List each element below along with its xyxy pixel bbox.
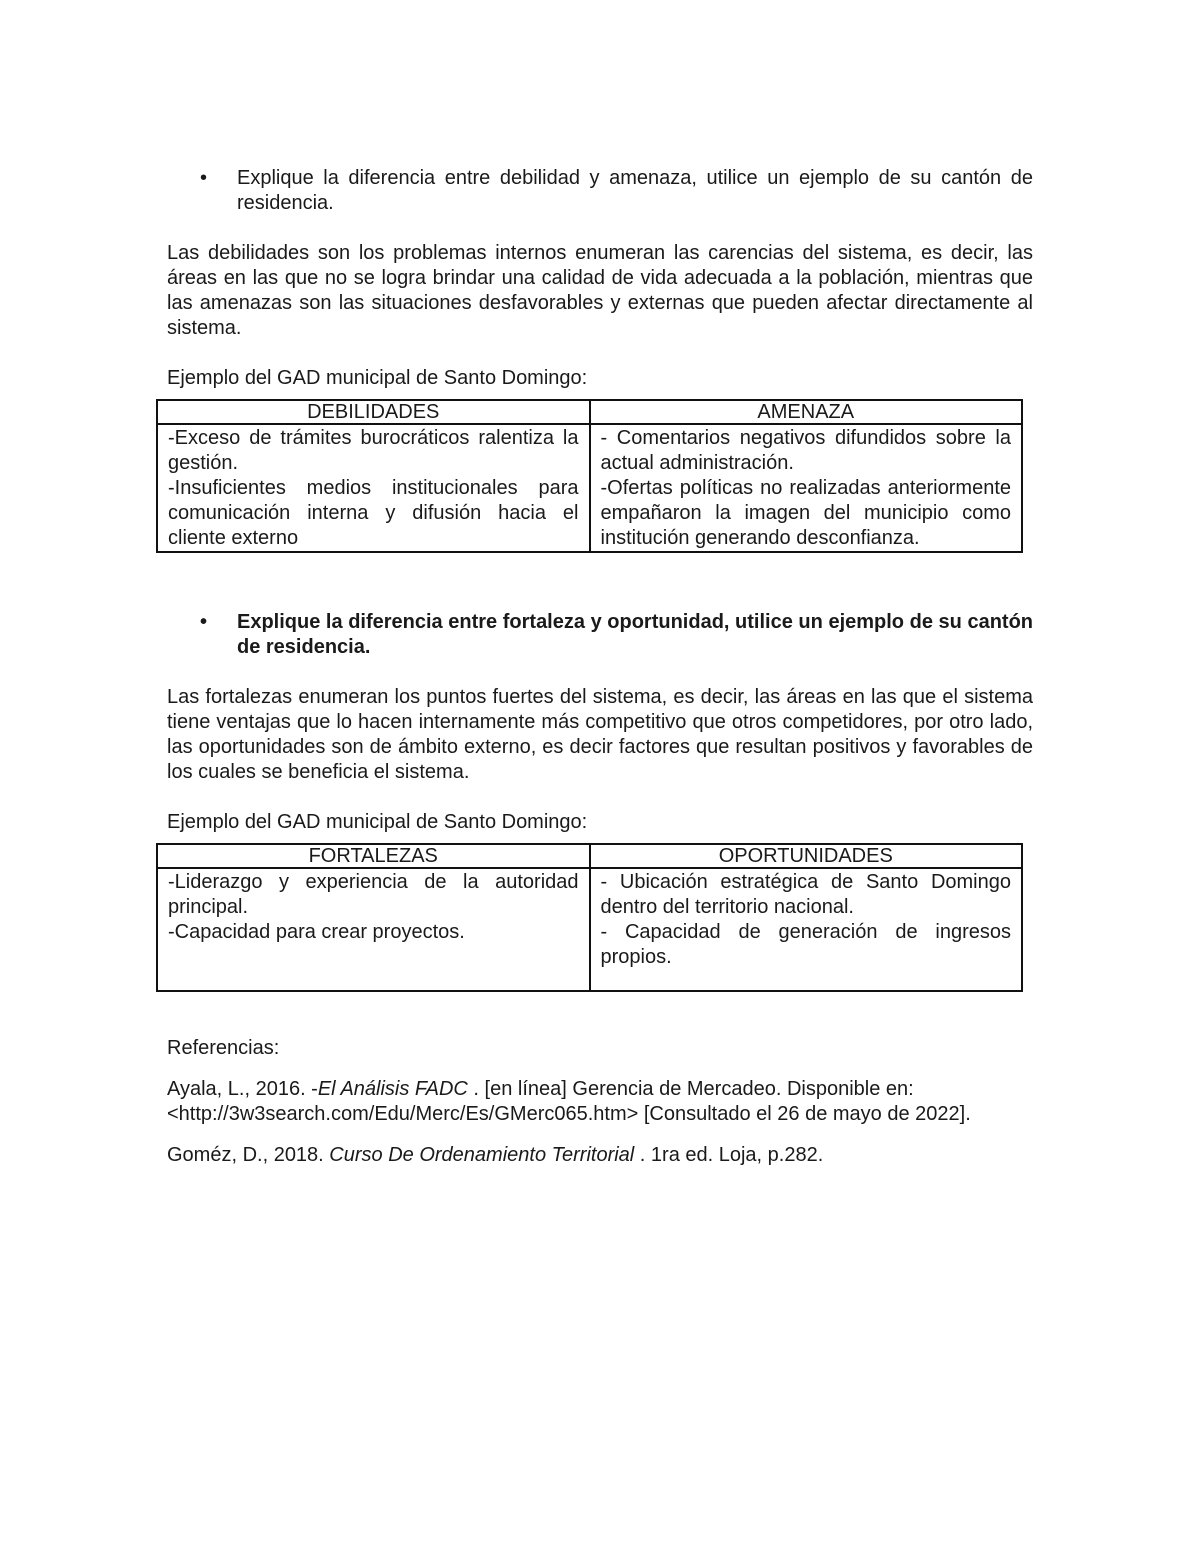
example-intro-1: Ejemplo del GAD municipal de Santo Domingo: <box>167 367 588 389</box>
table-header-row <box>157 844 1022 868</box>
question-2 <box>167 610 1033 660</box>
oportunidades-cell <box>590 868 1023 991</box>
list-item: -Exceso de trámites burocráticos ralentiza la gestión. <box>168 427 579 474</box>
list-item: - Capacidad de generación de ingresos propios. <box>600 921 1011 968</box>
list-item: - Comentarios negativos difundidos sobre la actual administración. <box>600 427 1011 474</box>
amenazas-cell <box>590 424 1023 552</box>
debilidades-cell <box>157 424 590 552</box>
bullet-icon: • <box>200 611 208 633</box>
header-fortalezas: FORTALEZAS <box>157 844 590 868</box>
fortalezas-cell <box>157 868 590 991</box>
list-item: -Ofertas políticas no realizadas anteriormente empañaron la imagen del municipio como institución generando desconfianza. <box>600 477 1011 549</box>
answer-1: Las debilidades son los problemas internos enumeran las carencias del sistema, es decir, las áreas en las que no se logra brindar una calidad de vida adecuada a la población, mientras que las amenazas son las situaciones desfavorables y externas que pueden afectar directamente al sistema. <box>167 242 1033 339</box>
list-item: -Capacidad para crear proyectos. <box>168 921 465 943</box>
header-oportunidades: OPORTUNIDADES <box>590 844 1023 868</box>
list-item: - Ubicación estratégica de Santo Domingo dentro del territorio nacional. <box>600 871 1011 918</box>
reference-item <box>167 1143 1033 1168</box>
list-item: -Insuficientes medios institucionales para comunicación interna y difusión hacia el cliente externo <box>168 477 579 549</box>
header-debilidades: DEBILIDADES <box>157 400 590 424</box>
references-heading: Referencias: <box>167 1037 280 1059</box>
list-item: -Liderazgo y experiencia de la autoridad principal. <box>168 871 579 918</box>
reference-details: . [en línea] Gerencia de Mercadeo. Disponible en: <http://3w3search.com/Edu/Merc/Es/GMerc065.htm> [Consultado el 26 de mayo de 2022]. <box>167 1078 971 1125</box>
reference-details: . 1ra ed. Loja, p.282. <box>634 1144 824 1166</box>
table-row <box>157 424 1022 552</box>
references-section <box>167 1036 1033 1168</box>
reference-title: El Análisis FADC <box>317 1078 468 1100</box>
debilidades-amenazas-table <box>156 399 1023 553</box>
header-amenaza: AMENAZA <box>590 400 1023 424</box>
document-page <box>167 166 1033 1168</box>
table-header-row <box>157 400 1022 424</box>
question-1-text: Explique la diferencia entre debilidad y amenaza, utilice un ejemplo de su cantón de residencia. <box>237 167 1033 214</box>
fortalezas-oportunidades-table <box>156 843 1023 992</box>
question-2-text: Explique la diferencia entre fortaleza y oportunidad, utilice un ejemplo de su cantón de residencia. <box>237 611 1033 658</box>
bullet-icon: • <box>200 167 208 189</box>
question-1 <box>167 166 1033 216</box>
reference-author: Ayala, L., 2016. - <box>167 1078 318 1100</box>
answer-2: Las fortalezas enumeran los puntos fuertes del sistema, es decir, las áreas en las que el sistema tiene ventajas que lo hacen internamente más competitivo que otros competidores, por otro lado, las oportunidades son de ámbito externo, es decir factores que resultan positivos y favorables de los cuales se beneficia el sistema. <box>167 686 1033 783</box>
reference-title: Curso De Ordenamiento Territorial <box>329 1144 635 1166</box>
reference-author: Goméz, D., 2018. <box>167 1144 330 1166</box>
example-intro-2: Ejemplo del GAD municipal de Santo Domingo: <box>167 811 588 833</box>
reference-item <box>167 1077 1033 1127</box>
table-row <box>157 868 1022 991</box>
